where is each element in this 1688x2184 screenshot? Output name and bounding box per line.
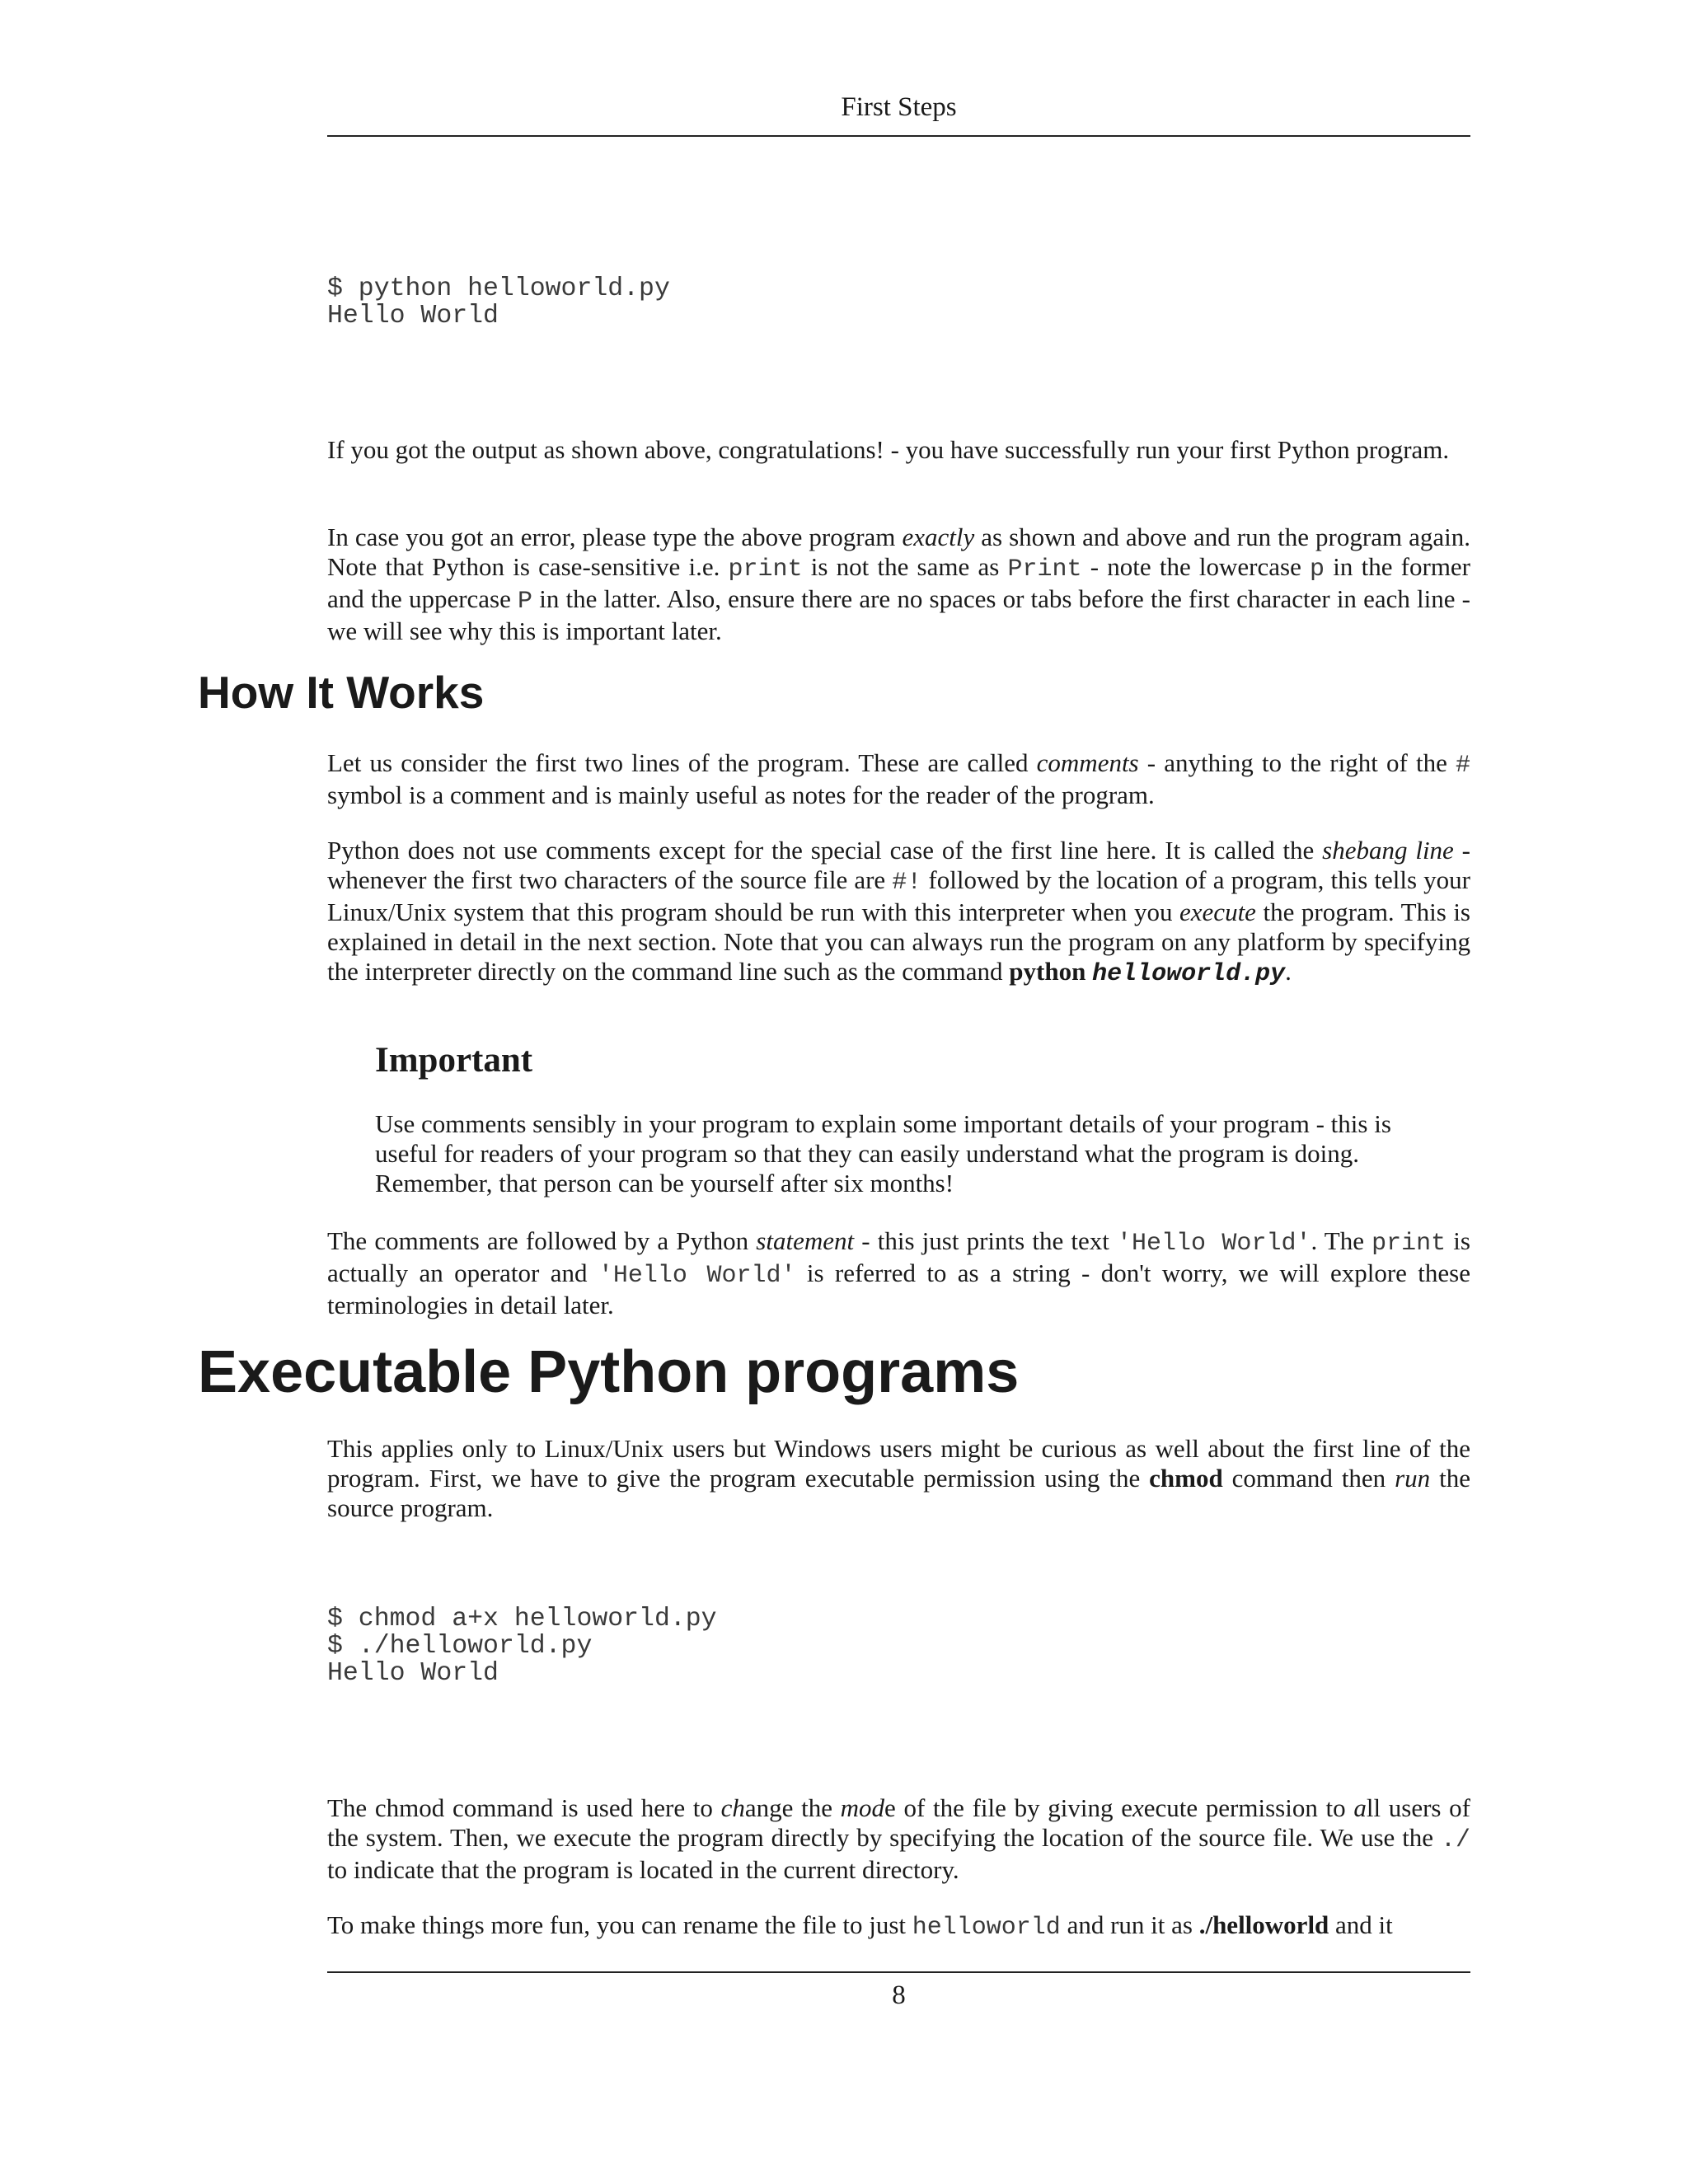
paragraph-chmod-explained: The chmod command is used here to change the mode of the file by giving execute permission to all users of the system. Then, we execute the program directly by specifying the location of the source file. We use the ./ to indicate that the program is located in the current directory. [327,1793,1470,1884]
footer-rule [327,1971,1470,1973]
code-line: $ chmod a+x helloworld.py [327,1605,717,1633]
running-header: First Steps [841,92,957,122]
paragraph-comments: Let us consider the first two lines of the program. These are called comments - anything to the right of the # symbol is a comment and is mainly useful as notes for the reader of the program. [327,748,1471,809]
code-line: $ python helloworld.py [327,274,670,303]
header-rule [327,135,1470,137]
code-line: Hello World [327,302,499,330]
paragraph-shebang: Python does not use comments except for the special case of the first line here. It is called the shebang line - whenever the first two characters of the source file are #! followed by the location of a program, this tells your Linux/Unix system that this program should be run with this interpreter when you execute the program. This is explained in detail in the next section. Note that you can always run the program on any platform by specifying the interpreter directly on the command line such as the command python helloworld.py. [327,836,1470,988]
important-note-body: Use comments sensibly in your program to explain some important details of your program - this is useful for readers of your program so that they can easily understand what the program is doing. Remember, that person can be yourself after six months! [375,1109,1391,1197]
important-note-title: Important [375,1041,533,1080]
page-number: 8 [892,1980,906,2010]
code-block-run [327,275,670,330]
paragraph-executable-intro: This applies only to Linux/Unix users but Windows users might be curious as well about the first line of the program. First, we have to give the program executable permission using the chmod command then run the source program. [327,1434,1470,1522]
paragraph-rename: To make things more fun, you can rename the file to just helloworld and run it as ./helloworld and it [327,1910,1393,1942]
section-heading-how-it-works: How It Works [198,667,485,718]
paragraph-error-help: In case you got an error, please type the above program exactly as shown and above and run the program again. Note that Python is case-sensitive i.e. print is not the same as Print - note the lowercase p in the former and the uppercase P in the latter. Also, ensure there are no spaces or tabs before the first character in each line - we will see why this is important later. [327,523,1471,645]
section-heading-executable-programs: Executable Python programs [198,1339,1020,1405]
paragraph-success: If you got the output as shown above, congratulations! - you have successfully run your first Python program. [327,435,1450,464]
paragraph-statement: The comments are followed by a Python statement - this just prints the text 'Hello World'. The print is actually an operator and 'Hello World' is referred to as a string - don't worry, we will explore these terminologies in detail later. [327,1226,1470,1319]
code-line: Hello World [327,1659,499,1688]
code-block-chmod [327,1605,717,1687]
code-line: $ ./helloworld.py [327,1632,593,1661]
